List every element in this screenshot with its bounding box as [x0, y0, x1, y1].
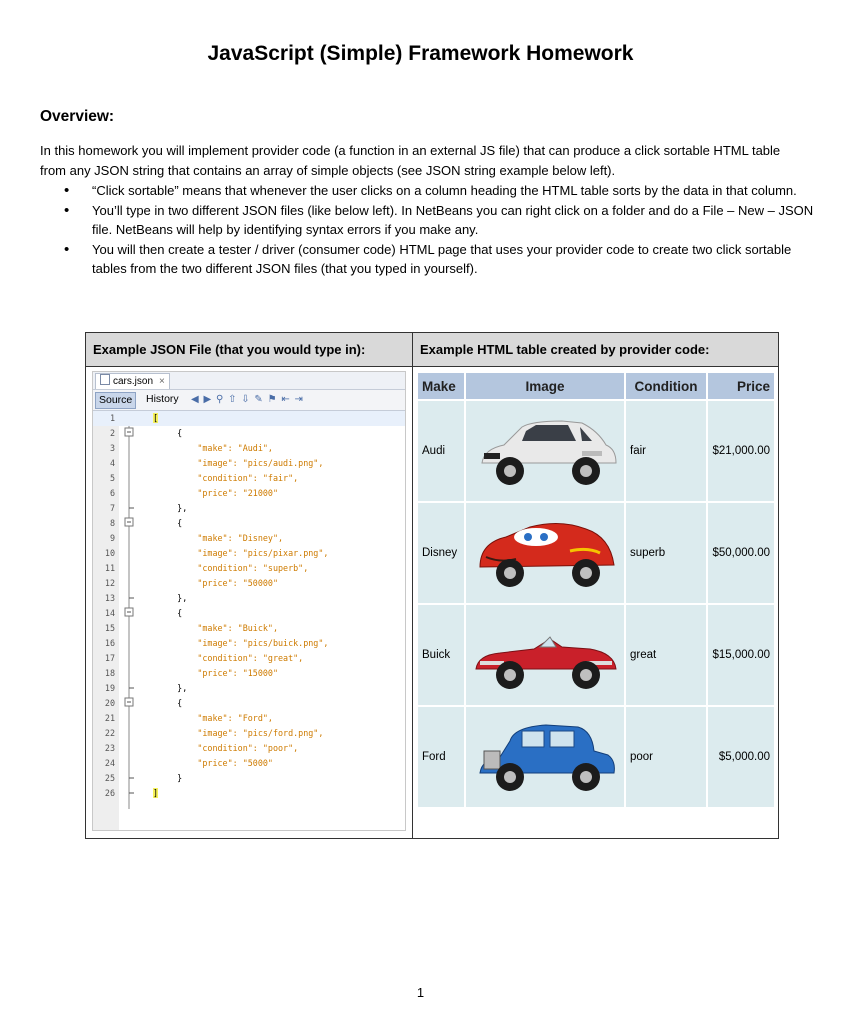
line-number: 13	[104, 593, 115, 603]
table-row	[418, 503, 774, 603]
code-text: "price": "15000"	[157, 668, 279, 678]
code-line[interactable]	[93, 696, 405, 711]
json-column-header: Example JSON File (that you would type in):	[86, 333, 413, 367]
line-number: 8	[109, 518, 115, 528]
code-text: {	[157, 518, 183, 528]
code-line[interactable]	[93, 726, 405, 741]
code-line[interactable]	[93, 606, 405, 621]
line-number: 19	[104, 683, 115, 693]
image-cell	[466, 401, 624, 501]
line-number: 5	[109, 473, 115, 483]
bullet-list	[56, 181, 816, 279]
toolbar-icons[interactable]	[191, 394, 304, 405]
source-tab[interactable]: Source	[95, 392, 136, 409]
line-number: 22	[104, 728, 115, 738]
code-line[interactable]	[93, 456, 405, 471]
condition-cell: poor	[626, 707, 706, 807]
make-cell: Buick	[418, 605, 464, 705]
code-line[interactable]	[93, 681, 405, 696]
car-image	[470, 405, 620, 497]
line-number: 6	[109, 488, 115, 498]
code-text: "image": "pics/buick.png",	[157, 638, 329, 648]
code-line[interactable]	[93, 411, 405, 426]
line-number: 9	[109, 533, 115, 543]
code-text	[153, 411, 158, 426]
line-number: 23	[104, 743, 115, 753]
image-column-header[interactable]: Image	[466, 373, 624, 399]
car-image	[470, 609, 620, 701]
code-text: }	[157, 773, 183, 783]
table-row	[418, 605, 774, 705]
tab-label: cars.json	[113, 376, 154, 387]
table-row	[418, 401, 774, 501]
code-text: "price": "5000"	[157, 758, 273, 768]
line-number: 14	[104, 608, 115, 618]
code-line[interactable]	[93, 786, 405, 801]
code-line[interactable]	[93, 426, 405, 441]
back-icon[interactable]: ◀	[191, 394, 200, 405]
search-icon[interactable]: ⚲	[215, 394, 225, 405]
find-next-icon[interactable]: ⇩	[241, 394, 251, 405]
code-text: "image": "pics/ford.png",	[157, 728, 324, 738]
code-text: {	[157, 698, 183, 708]
line-number: 11	[104, 563, 115, 573]
example-frame	[85, 332, 779, 839]
editor-tab-bar	[93, 372, 405, 390]
image-cell	[466, 605, 624, 705]
find-prev-icon[interactable]: ⇧	[228, 394, 238, 405]
json-file-icon	[100, 374, 110, 385]
bookmark-icon[interactable]: ⚑	[267, 394, 278, 405]
line-number: 12	[104, 578, 115, 588]
history-tab[interactable]: History	[146, 393, 179, 405]
code-line[interactable]	[93, 771, 405, 786]
car-image	[470, 711, 620, 803]
bullet-item: • You’ll type in two different JSON files (like below left). In NetBeans you can right click on a folder and do a File – New – JSON file. NetBeans will help by identifying syntax errors if you make any.	[56, 201, 816, 240]
condition-cell: fair	[626, 401, 706, 501]
line-number: 21	[104, 713, 115, 723]
table-header-row	[418, 373, 774, 399]
code-text: "condition": "superb",	[157, 563, 309, 573]
code-text: "price": "50000"	[157, 578, 279, 588]
editor-tab[interactable]	[95, 373, 170, 389]
make-cell: Disney	[418, 503, 464, 603]
code-line[interactable]	[93, 561, 405, 576]
make-cell: Ford	[418, 707, 464, 807]
image-cell	[466, 503, 624, 603]
bullet-item: • “Click sortable” means that whenever the user clicks on a column heading the HTML table sorts by the data in that column.	[56, 181, 816, 201]
price-cell: $50,000.00	[708, 503, 774, 603]
shift-left-icon[interactable]: ⇤	[281, 394, 291, 405]
code-text: "condition": "great",	[157, 653, 304, 663]
code-line[interactable]	[93, 516, 405, 531]
line-number: 1	[109, 413, 115, 423]
price-cell: $21,000.00	[708, 401, 774, 501]
code-line[interactable]	[93, 636, 405, 651]
code-text: },	[157, 683, 188, 693]
code-text: "make": "Audi",	[157, 443, 273, 453]
code-text	[153, 786, 158, 801]
code-text: "make": "Ford",	[157, 713, 273, 723]
line-number: 18	[104, 668, 115, 678]
line-number: 20	[104, 698, 115, 708]
code-line[interactable]	[93, 621, 405, 636]
price-cell: $15,000.00	[708, 605, 774, 705]
code-line[interactable]	[93, 651, 405, 666]
condition-column-header[interactable]: Condition	[626, 373, 706, 399]
code-text: "price": "21000"	[157, 488, 279, 498]
code-text: {	[157, 428, 183, 438]
document-title: JavaScript (Simple) Framework Homework	[207, 42, 634, 65]
code-line[interactable]	[93, 546, 405, 561]
code-line[interactable]	[93, 471, 405, 486]
matched-bracket: [	[153, 413, 159, 423]
netbeans-editor	[92, 371, 406, 831]
table-row	[418, 707, 774, 807]
code-text: },	[157, 503, 188, 513]
toggle-highlight-icon[interactable]: ✎	[254, 394, 264, 405]
forward-icon[interactable]: ▶	[203, 394, 213, 405]
line-number: 15	[104, 623, 115, 633]
code-line[interactable]	[93, 741, 405, 756]
line-number: 16	[104, 638, 115, 648]
line-number: 10	[104, 548, 115, 558]
code-line[interactable]	[93, 711, 405, 726]
bullet-item: • You will then create a tester / driver (consumer code) HTML page that uses your provider code to create two click sortable tables from the two different JSON files (that you typed in yourself).	[56, 240, 816, 279]
overview-heading: Overview:	[40, 108, 115, 125]
condition-cell: superb	[626, 503, 706, 603]
intro-paragraph: In this homework you will implement provider code (a function in an external JS file) that can produce a click sortable HTML table from any JSON string that contains an array of simple objects (see JSON string example below left).	[40, 143, 781, 178]
price-cell: $5,000.00	[708, 707, 774, 807]
code-text: "image": "pics/audi.png",	[157, 458, 324, 468]
code-text: "image": "pics/pixar.png",	[157, 548, 329, 558]
code-text: {	[157, 608, 183, 618]
code-line[interactable]	[93, 576, 405, 591]
code-line[interactable]	[93, 486, 405, 501]
line-number: 4	[109, 458, 115, 468]
line-number: 3	[109, 443, 115, 453]
condition-cell: great	[626, 605, 706, 705]
code-line[interactable]	[93, 756, 405, 771]
code-line[interactable]	[93, 441, 405, 456]
make-cell: Audi	[418, 401, 464, 501]
line-number: 7	[109, 503, 115, 513]
matched-bracket: ]	[153, 788, 159, 798]
line-number: 24	[104, 758, 115, 768]
image-cell	[466, 707, 624, 807]
car-image	[470, 507, 620, 599]
code-text: "make": "Buick",	[157, 623, 279, 633]
table-column-header: Example HTML table created by provider code:	[413, 333, 778, 367]
code-text: "condition": "fair",	[157, 473, 299, 483]
line-number: 26	[104, 788, 115, 798]
editor-toolbar	[93, 390, 405, 411]
code-line[interactable]	[93, 501, 405, 516]
code-line[interactable]	[93, 666, 405, 681]
code-line[interactable]	[93, 531, 405, 546]
price-column-header[interactable]: Price	[708, 373, 774, 399]
make-column-header[interactable]: Make	[418, 373, 464, 399]
cars-table	[416, 371, 776, 809]
shift-right-icon[interactable]: ⇥	[294, 394, 304, 405]
code-text: "condition": "poor",	[157, 743, 299, 753]
column-divider	[412, 367, 413, 838]
line-number: 17	[104, 653, 115, 663]
code-text: "make": "Disney",	[157, 533, 284, 543]
close-icon[interactable]: ×	[159, 376, 165, 387]
line-number: 25	[104, 773, 115, 783]
page-number: 1	[416, 985, 425, 1000]
code-text: },	[157, 593, 188, 603]
line-number: 2	[109, 428, 115, 438]
code-line[interactable]	[93, 591, 405, 606]
